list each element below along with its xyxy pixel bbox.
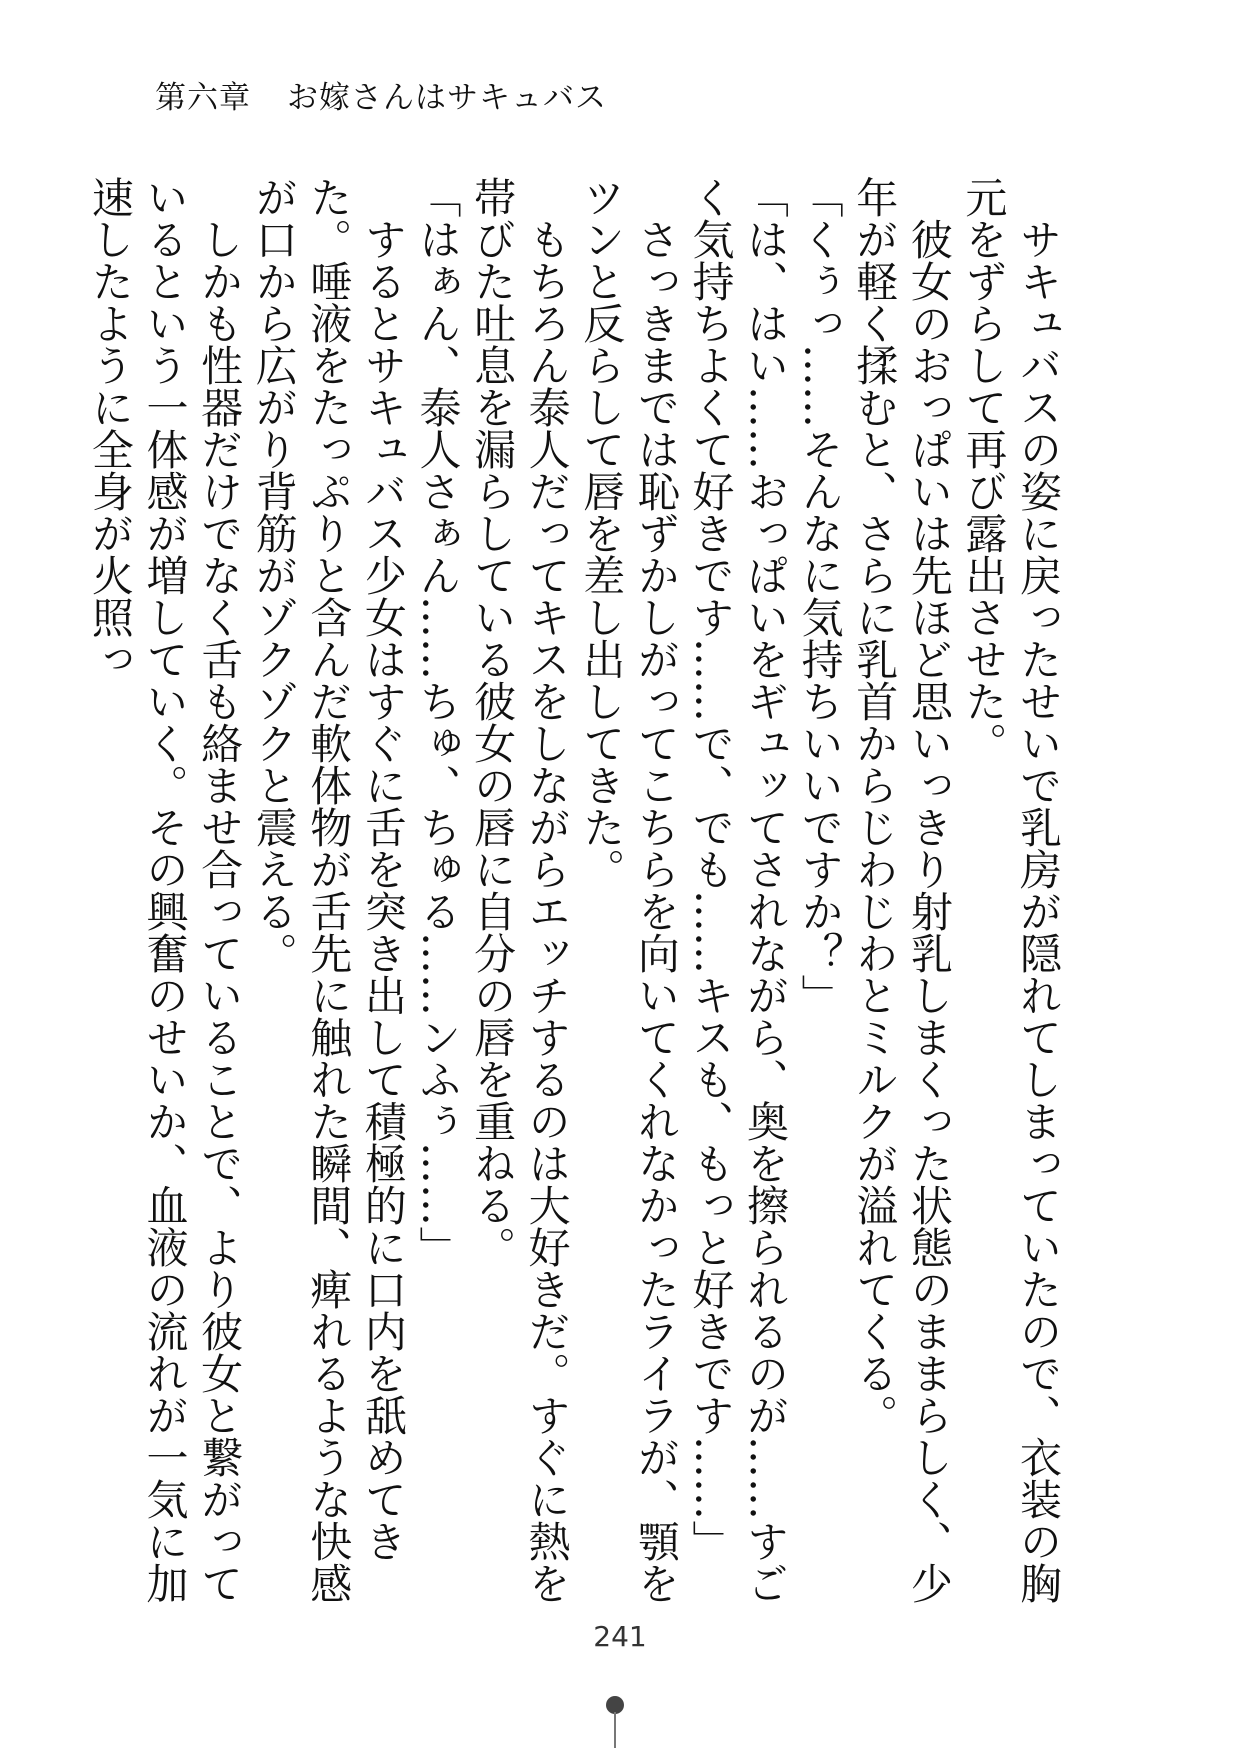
paragraph: するとサキュバス少女はすぐに舌を突き出して積極的に口内を舐めてきた。唾液をたっぷりと含んだ軟体物が舌先に触れた瞬間、痺れるような快感が口から広がり背筋がゾクゾクと震える。 <box>249 176 408 1604</box>
dialogue-line: 「くぅっ……そんなに気持ちいいですか？」 <box>795 176 845 1016</box>
vertical-body-text <box>85 176 1065 1616</box>
running-header <box>155 78 607 118</box>
dialogue-line: 「はぁん、泰人さぁん……ちゅ、ちゅる……ンふぅ……」 <box>413 176 463 1268</box>
paragraph: サキュバスの姿に戻ったせいで乳房が隠れてしまっていたので、衣装の胸元をずらして再び露出させた。 <box>959 176 1063 1604</box>
paragraph: 彼女のおっぱいは先ほど思いっきり射乳しまくった状態のままらしく、少年が軽く揉むと、さらに乳首からじわじわとミルクが溢れてくる。 <box>850 176 954 1604</box>
paragraph: もちろん泰人だってキスをしながらエッチするのは大好きだ。すぐに熱を帯びた吐息を漏らしている彼女の唇に自分の唇を重ねる。 <box>468 176 572 1604</box>
paragraph: さっきまでは恥ずかしがってこちらを向いてくれなかったライラが、顎をツンと反らして唇を差し出してきた。 <box>577 176 681 1604</box>
chapter-label: 第六章 <box>155 80 251 116</box>
page-number: 241 <box>593 1620 647 1653</box>
paragraph: しかも性器だけでなく舌も絡ませ合っていることで、より彼女と繋がっているという一体感が増していく。その興奮のせいか、血液の流れが一気に加速したように全身が火照っ <box>85 176 245 1604</box>
page-marker-line <box>614 1712 616 1748</box>
chapter-title: お嫁さんはサキュバス <box>287 80 607 116</box>
dialogue-line: 「は、はい……おっぱいをギュッてされながら、奥を擦られるのが……すごく気持ちよくて好きです……で、でも……キスも、もっと好きです……」 <box>686 176 791 1604</box>
